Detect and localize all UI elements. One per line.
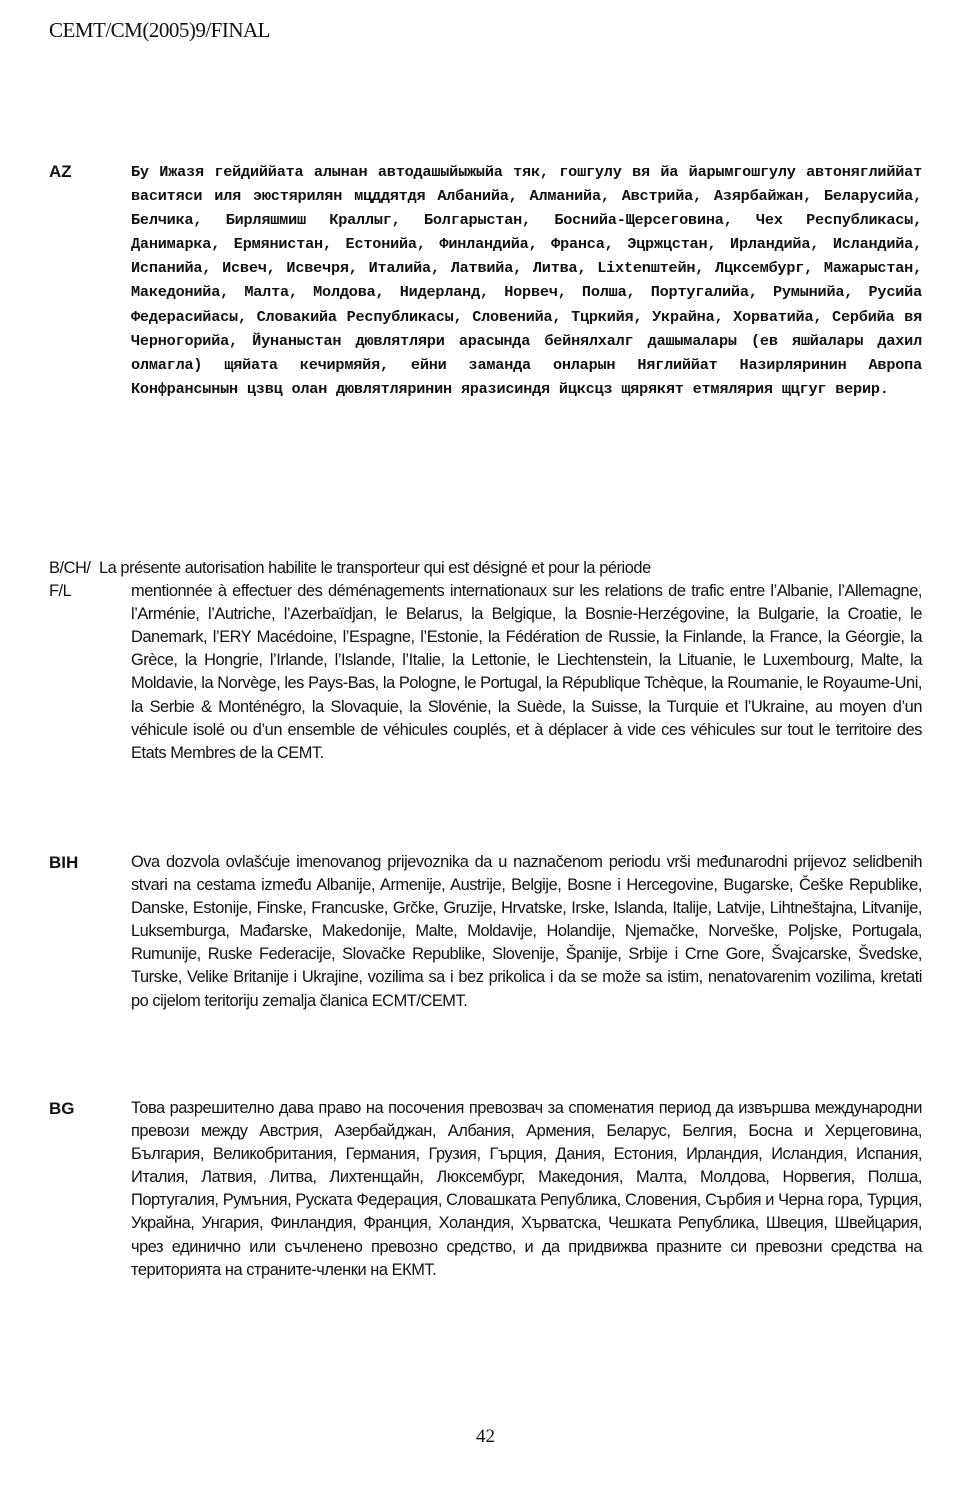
- language-code-line-2: F/L: [49, 582, 72, 601]
- page-number: 42: [476, 1426, 495, 1447]
- language-code: BG: [49, 1099, 75, 1118]
- entry-text: mentionnée à effectuer des déménagements internationaux sur les relations de trafic entre l’Albanie, l’Allemagne, l’Arménie, l’Autriche, l’Azerbaïdjan, le Belarus, la Belgique, la Bosnie-Herzégovine, la Bulgarie, la Croatie, le Danemark, l’ERY Macédoine, l’Espagne, l’Estonie, la Fédération de Russie, la Finlande, la France, la Géorgie, la Grèce, la Hongrie, l’Irlande, l’Islande, l’Italie, la Lettonie, le Liechtenstein, la Lituanie, le Luxembourg, Malte, la Moldavie, la Norvège, les Pays-Bas, la Pologne, le Portugal, la République Tchèque, la Roumanie, le Royaume-Uni, la Serbie & Monténégro, la Slovaquie, la Slovénie, la Suède, la Suisse, la Turquie et l’Ukraine, au moyen d’un véhicule isolé ou d’un ensemble de véhicules couplés, et à déplacer à vide ces véhicules sur tout le territoire des Etats Membres de la CEMT.: [131, 582, 922, 762]
- document-reference: CEMT/CM(2005)9/FINAL: [49, 18, 270, 42]
- language-code-line-1: B/CH/: [49, 559, 91, 577]
- language-code: [49, 557, 90, 603]
- entry-text: Това разрешително дава право на посочения превозвач за споменатия период да извършва международни превози между Австрия, Азербайджан, Албания, Армения, Беларус, Белгия, Босна и Херцеговина, България, Великобритания, Германия, Грузия, Гърция, Дания, Естония, Ирландия, Исландия, Испания, Италия, Латвия, Литва, Лихтенщайн, Люксембург, Македония, Малта, Молдова, Норвегия, Полша, Португалия, Румъния, Руската Федерация, Словашката Република, Словения, Сърбия и Черна гора, Турция, Украйна, Унгария, Финландия, Франция, Холандия, Хърватска, Чешката Република, Швеция, Швейцария, чрез единично или съчленено превозно средство, и да придвижва празните си превозни средства на територията на страните-членки на ЕКМТ.: [131, 1099, 922, 1279]
- entry-bih: [49, 851, 922, 1013]
- language-code: BIH: [49, 853, 79, 872]
- language-code: AZ: [49, 162, 72, 181]
- entry-text: Бу Ижазя гейдиййата алынан автодашыйыжыйа тяк, гошгулу вя йа йарымгошгулу автоняглиййат васитяси иля эюстярилян мцддятдя Албанийа, Алманийа, Австрийа, Азярбайжан, Беларусийа, Белчика, Бирляшмиш Краллыг, Болгарыстан, Боснийа-Щерсеговина, Чех Республикасы, Данимарка, Ермянистан, Естонийа, Финландийа, Франса, Эцржцстан, Ирландийа, Исландийа, Испанийа, Исвеч, Исвечря, Италийа, Латвийа, Литва, Lixtenштейн, Лцксембург, Мажарыстан, Македонийа, Малта, Молдова, Нидерланд, Норвеч, Полша, Португалийа, Румынийа, Русийа Федерасийасы, Словакийа Республикасы, Словенийа, Тцркийя, Украйна, Хорватийа, Сербийа вя Черногорийа, Йунаныстан дювлятляри арасында бейнялхалг дашымалары (ев яшйалары дахил олмагла) щяйата кечирмяйя, ейни заманда онларын Няглиййат Назирляринин Авропа Конфрансынын цзвц олан дювлятляринин яразисиндя йцксцз щярякят етмялярия щцгуг верир.: [131, 163, 922, 398]
- entry-first-line: La présente autorisation habilite le transporteur qui est désigné et pour la période: [99, 559, 651, 577]
- entry-b-ch-f-l: [49, 557, 922, 765]
- entry-text: Ova dozvola ovlašćuje imenovanog prijevoznika da u naznačenom periodu vrši međunarodni prijevoz selidbenih stvari na cestama između Albanije, Armenije, Austrije, Belgije, Bosne i Hercegovine, Bugarske, Češke Republike, Danske, Estonije, Finske, Francuske, Grčke, Gruzije, Hrvatske, Irske, Islanda, Italije, Latvije, Lihtneštajna, Litvanije, Luksemburga, Mađarske, Makedonije, Malte, Moldavije, Holandije, Njemačke, Norveške, Poljske, Portugala, Rumunije, Ruske Federacije, Slovačke Republike, Slovenije, Španije, Srbije i Crne Gore, Švajcarske, Švedske, Turske, Velike Britanije i Ukrajine, vozilima sa i bez prikolica i da se može sa istim, nenatovarenim vozilima, kretati po cijelom teritoriju zemalja članica ECMT/CEMT.: [131, 853, 922, 1010]
- entry-bg: [49, 1097, 922, 1282]
- entry-az: [49, 160, 922, 401]
